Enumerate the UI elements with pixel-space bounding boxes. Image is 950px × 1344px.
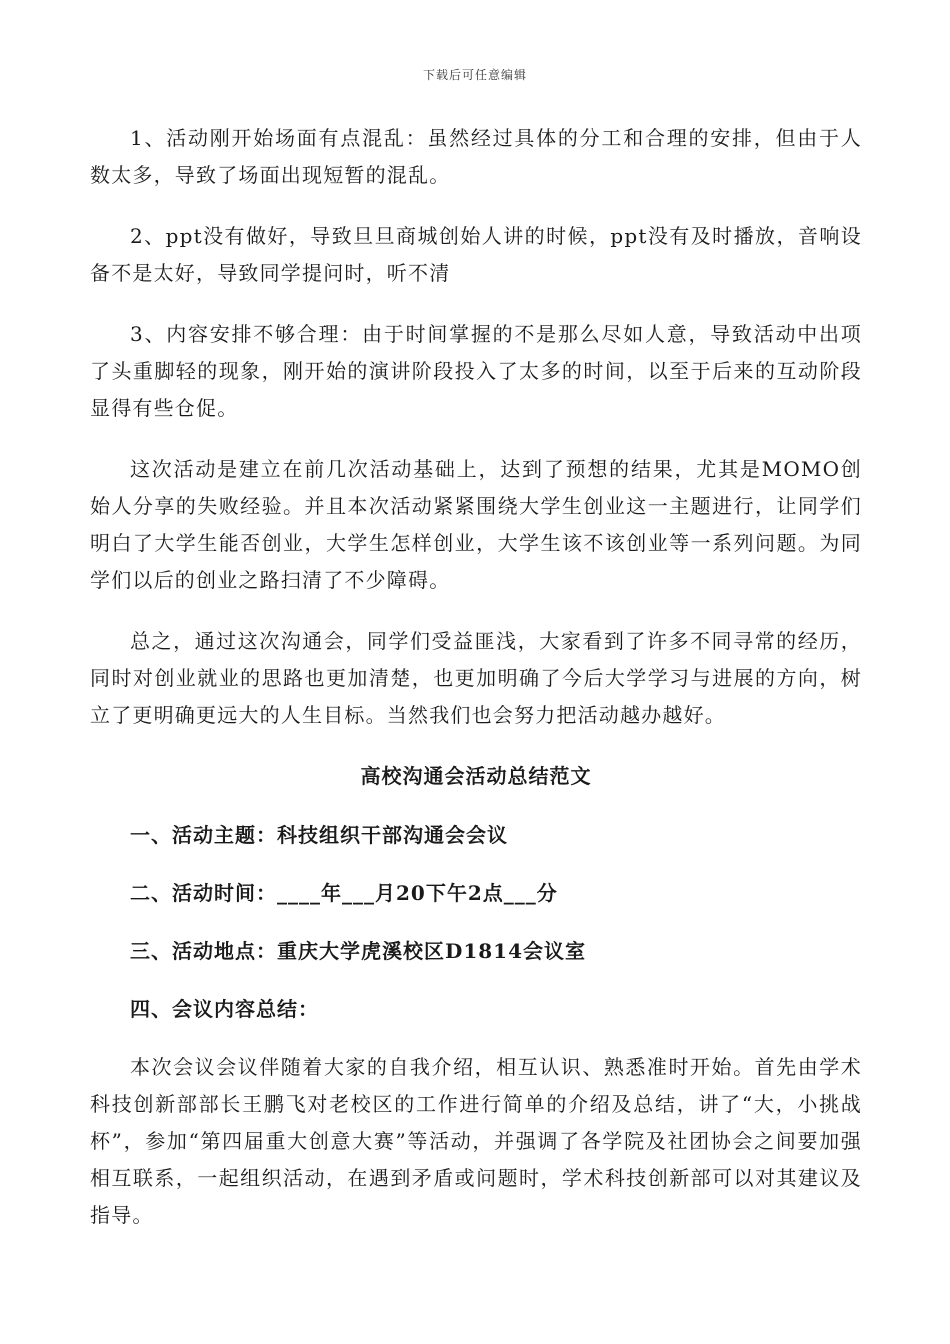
paragraph-meeting-summary: 本次会议会议伴随着大家的自我介绍，相互认识、熟悉准时开始。首先由学术科技创新部部长王鹏飞对老校区的工作进行简单的介绍及总结，讲了“大，小挑战杯”，参加“第四届重大创意大赛”等活动，并强调了各学院及社团协会之间要加强相互联系，一起组织活动，在遇到矛盾或问题时，学术科技创新部可以对其建议及指导。 xyxy=(90,1055,862,1227)
page-header: 下载后可任意编辑 xyxy=(422,68,527,82)
item-location: 三、活动地点：重庆大学虎溪校区D1814会议室 xyxy=(130,939,587,963)
paragraph-conclusion: 总之，通过这次沟通会，同学们受益匪浅，大家看到了许多不同寻常的经历，同时对创业就业的思路也更加清楚，也更加明确了今后大学学习与进展的方向，树立了更明确更远大的人生目标。当然我们也会努力把活动越办越好。 xyxy=(90,629,862,727)
item-content-heading: 四、会议内容总结： xyxy=(130,997,319,1021)
paragraph-issue-3: 3、内容安排不够合理：由于时间掌握的不是那么尽如人意，导致活动中出项了头重脚轻的现象，刚开始的演讲阶段投入了太多的时间，以至于后来的互动阶段显得有些仓促。 xyxy=(90,322,862,420)
section-title: 高校沟通会活动总结范文 xyxy=(360,764,592,788)
item-time: 二、活动时间：____年___月20下午2点___分 xyxy=(130,881,558,905)
paragraph-issue-2: 2、ppt没有做好，导致旦旦商城创始人讲的时候，ppt没有及时播放，音响设备不是太好，导致同学提问时，听不清 xyxy=(90,224,862,285)
item-theme: 一、活动主题：科技组织干部沟通会会议 xyxy=(130,823,508,847)
paragraph-summary: 这次活动是建立在前几次活动基础上，达到了预想的结果，尤其是MOMO创始人分享的失败经验。并且本次活动紧紧围绕大学生创业这一主题进行，让同学们明白了大学生能否创业，大学生怎样创业，大学生该不该创业等一系列问题。为同学们以后的创业之路扫清了不少障碍。 xyxy=(90,457,862,592)
document-body xyxy=(90,120,862,1258)
paragraph-issue-1: 1、活动刚开始场面有点混乱：虽然经过具体的分工和合理的安排，但由于人数太多，导致了场面出现短暂的混乱。 xyxy=(90,126,862,187)
